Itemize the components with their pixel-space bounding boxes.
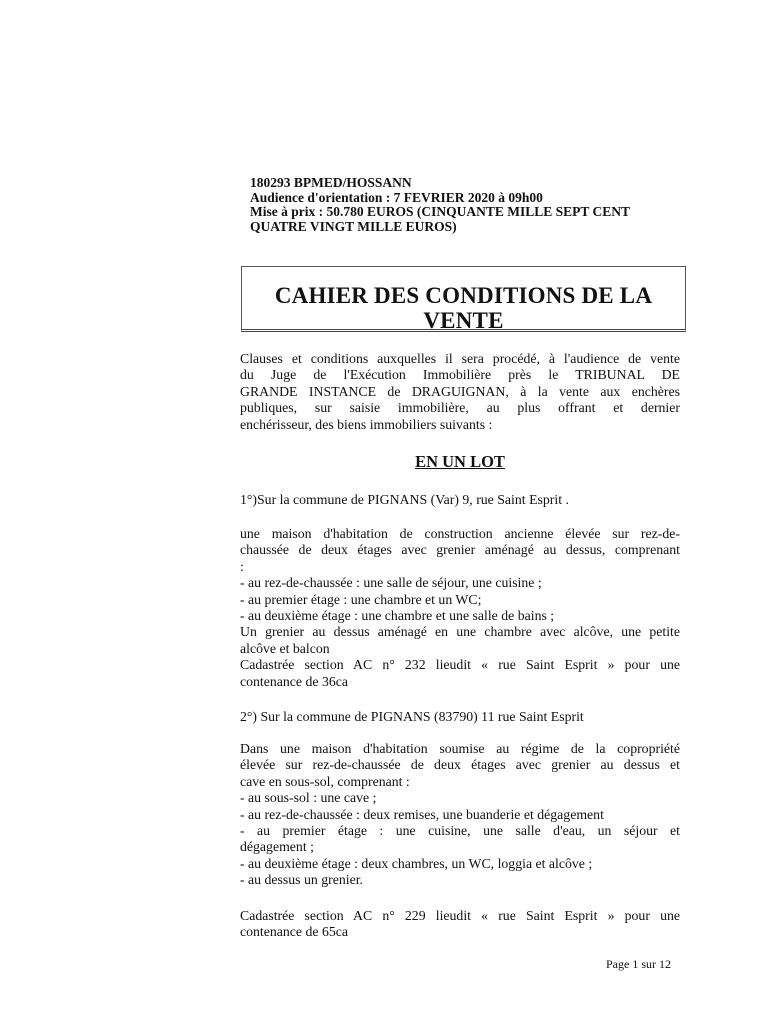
starting-price-line-1: Mise à prix : 50.780 EUROS (CINQUANTE MILLE SEPT CENT bbox=[250, 204, 631, 219]
lot2-cadastre-line: contenance de 65ca bbox=[240, 924, 349, 940]
hearing-date: Audience d'orientation : 7 FEVRIER 2020 à 09h00 bbox=[250, 189, 543, 205]
lot2-line: dégagement ; bbox=[240, 839, 314, 855]
lot1-line: contenance de 36ca bbox=[240, 673, 349, 689]
lot1-heading: 1°)Sur la commune de PIGNANS (Var) 9, rue Saint Esprit . bbox=[240, 492, 569, 507]
case-header bbox=[250, 176, 700, 234]
intro-paragraph bbox=[240, 351, 680, 433]
intro-line: publiques, sur saisie immobilière, au plus offrant et dernier bbox=[240, 400, 680, 416]
lot2-line: - au rez-de-chaussée : deux remises, une buanderie et dégagement bbox=[240, 806, 604, 822]
lot1-line: chaussée de deux étages avec grenier aménagé au dessus, comprenant bbox=[240, 542, 680, 558]
lot2-cadastre bbox=[240, 908, 680, 941]
lot2-line: - au premier étage : une cuisine, une salle d'eau, un séjour et bbox=[240, 823, 680, 839]
title-line-2: VENTE bbox=[423, 308, 504, 333]
intro-line: enchérisseur, des biens immobiliers suivants : bbox=[240, 416, 493, 432]
lot2-line: - au deuxième étage : deux chambres, un WC, loggia et alcôve ; bbox=[240, 855, 593, 871]
lot1-line: une maison d'habitation de construction ancienne élevée sur rez-de- bbox=[240, 526, 680, 541]
lot1-description bbox=[240, 526, 680, 690]
title-box bbox=[241, 266, 686, 332]
lot2-line: - au dessus un grenier. bbox=[240, 872, 363, 888]
lot-heading: EN UN LOT bbox=[415, 452, 505, 471]
document-title bbox=[242, 267, 685, 333]
lot2-line: cave en sous-sol, comprenant : bbox=[240, 773, 410, 789]
lot2-description bbox=[240, 741, 680, 889]
lot1-line: Cadastrée section AC n° 232 lieudit « rue Saint Esprit » pour une bbox=[240, 657, 680, 673]
lot1-line: Un grenier au dessus aménagé en une chambre avec alcôve, une petite bbox=[240, 624, 680, 640]
page-number: Page 1 sur 12 bbox=[606, 957, 671, 971]
lot2-line: élevée sur rez-de-chaussée de deux étages avec grenier au dessus et bbox=[240, 757, 680, 773]
lot2-line: Dans une maison d'habitation soumise au régime de la copropriété bbox=[240, 741, 680, 756]
lot1-line: : bbox=[240, 558, 244, 574]
starting-price-line-2: QUATRE VINGT MILLE EUROS) bbox=[250, 218, 457, 234]
lot2-heading: 2°) Sur la commune de PIGNANS (83790) 11 rue Saint Esprit bbox=[240, 709, 584, 724]
intro-line: Clauses et conditions auxquelles il sera procédé, à l'audience de vente bbox=[240, 351, 680, 366]
lot1-line: - au deuxième étage : une chambre et une salle de bains ; bbox=[240, 608, 555, 624]
lot2-cadastre-line: Cadastrée section AC n° 229 lieudit « rue Saint Esprit » pour une bbox=[240, 908, 680, 923]
case-reference: 180293 BPMED/HOSSANN bbox=[250, 175, 412, 190]
title-line-1: CAHIER DES CONDITIONS DE LA bbox=[274, 283, 653, 308]
lot2-line: - au sous-sol : une cave ; bbox=[240, 790, 377, 806]
lot1-line: alcôve et balcon bbox=[240, 640, 330, 656]
lot1-line: - au rez-de-chaussée : une salle de séjour, une cuisine ; bbox=[240, 575, 542, 591]
intro-line: GRANDE INSTANCE de DRAGUIGNAN, à la vente aux enchères bbox=[240, 383, 680, 399]
intro-line: du Juge de l'Exécution Immobilière près le TRIBUNAL DE bbox=[240, 367, 680, 383]
lot1-line: - au premier étage : une chambre et un WC; bbox=[240, 591, 482, 607]
